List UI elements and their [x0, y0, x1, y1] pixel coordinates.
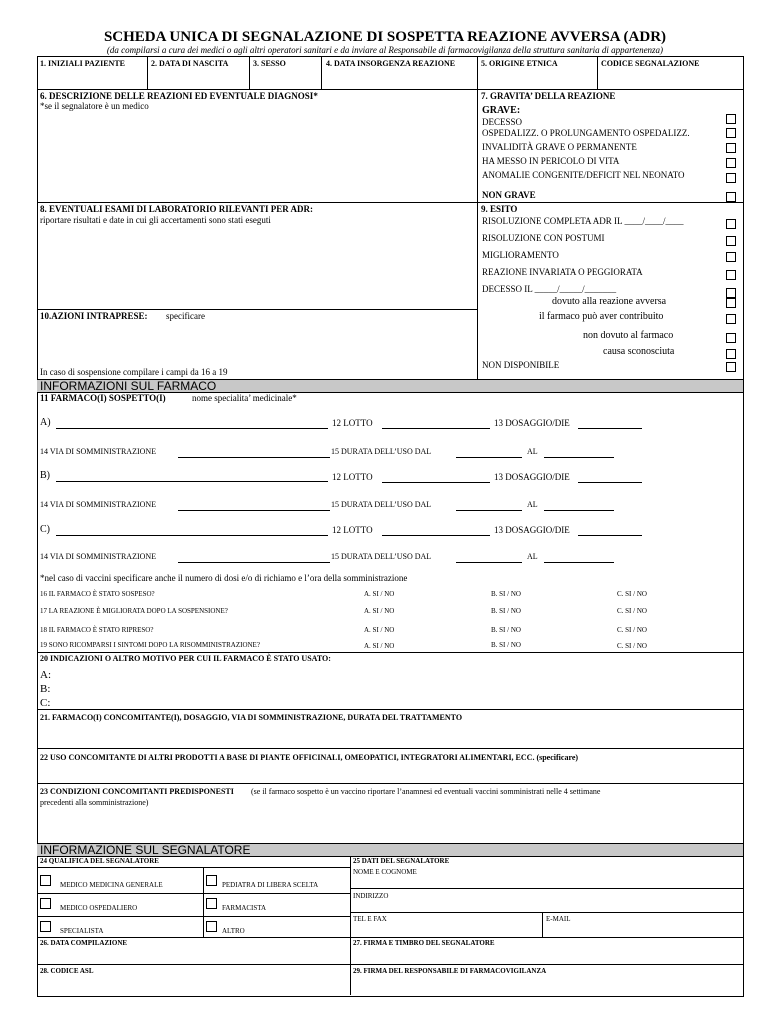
s20-title: 20 INDICAZIONI O ALTRO MOTIVO PER CUI IL FARMACO È STATO USATO:: [40, 654, 331, 663]
s10-title: 10.AZIONI INTRAPRESE:: [40, 311, 148, 321]
q18-ans-c[interactable]: C. SI / NO: [617, 626, 647, 634]
label-pediatra: PEDIATRA DI LIBERA SCELTA: [222, 881, 319, 889]
lotto-label-a: 12 LOTTO: [332, 418, 373, 428]
band-segnalatore-label: INFORMAZIONE SUL SEGNALATORE: [40, 843, 251, 857]
drug-name-line-a[interactable]: [56, 428, 328, 429]
s9-checkbox-invariata[interactable]: [726, 270, 736, 280]
s9-checkbox-contribuito[interactable]: [726, 314, 736, 324]
s9-item-decesso: DECESSO IL _____/_____/_______: [482, 284, 617, 294]
s20-letter-a: A:: [40, 669, 51, 681]
form-title: SCHEDA UNICA DI SEGNALAZIONE DI SOSPETTA REAZIONE AVVERSA (ADR): [103, 29, 667, 45]
q18-ans-a[interactable]: A. SI / NO: [364, 626, 395, 634]
s20-letter-c: C:: [40, 697, 51, 709]
drug-letter-b: B): [40, 470, 50, 481]
lotto-line-b[interactable]: [382, 482, 490, 483]
field-sesso: 3. SESSO: [253, 59, 286, 68]
s9-item-invariata: REAZIONE INVARIATA O PEGGIORATA: [482, 267, 643, 277]
via-line-a[interactable]: [178, 457, 330, 458]
s28-title: 28. CODICE ASL: [40, 967, 94, 975]
q16-ans-a[interactable]: A. SI / NO: [364, 590, 395, 598]
vaccini-note: *nel caso di vaccini specificare anche il numero di dosi e/o di richiamo e l’ora della somministrazione: [40, 573, 408, 583]
s7-item-ospedalizz: OSPEDALIZZ. O PROLUNGAMENTO OSPEDALIZZ.: [482, 128, 690, 138]
s7-checkbox-invalidita[interactable]: [726, 143, 736, 153]
al-label-b: AL: [527, 500, 538, 509]
drug-letter-a: A): [40, 417, 51, 428]
s10-specificare: specificare: [166, 311, 205, 321]
s8-title: 8. EVENTUALI ESAMI DI LABORATORIO RILEVANTI PER ADR:: [40, 204, 314, 214]
s7-checkbox-pericolo[interactable]: [726, 158, 736, 168]
label-farmacista: FARMACISTA: [222, 904, 267, 912]
al-line-b[interactable]: [544, 510, 614, 511]
q17-ans-c[interactable]: C. SI / NO: [617, 607, 647, 615]
s6-title: 6. DESCRIZIONE DELLE REAZIONI ED EVENTUALE DIAGNOSI*: [40, 91, 318, 101]
durata-line-a[interactable]: [456, 457, 522, 458]
s7-item-decesso: DECESSO: [482, 117, 523, 127]
s9-sub-dovuto: dovuto alla reazione avversa: [552, 296, 667, 307]
checkbox-medico-medicina-generale[interactable]: [40, 875, 51, 886]
lotto-label-c: 12 LOTTO: [332, 525, 373, 535]
via-label-a: 14 VIA DI SOMMINISTRAZIONE: [40, 447, 157, 456]
via-label-c: 14 VIA DI SOMMINISTRAZIONE: [40, 552, 157, 561]
s7-checkbox-decesso[interactable]: [726, 114, 736, 124]
s11-subtitle: nome specialita’ medicinale*: [192, 393, 297, 403]
s21-title: 21. FARMACO(I) CONCOMITANTE(I), DOSAGGIO, VIA DI SOMMINISTRAZIONE, DURATA DEL TRATTAMENTO: [40, 713, 463, 722]
al-label-a: AL: [527, 447, 538, 456]
s25-indirizzo: INDIRIZZO: [353, 892, 389, 900]
q17-label: 17 LA REAZIONE È MIGLIORATA DOPO LA SOSPENSIONE?: [40, 607, 228, 615]
lotto-line-a[interactable]: [382, 428, 490, 429]
al-label-c: AL: [527, 552, 538, 561]
s9-sub-non-dovuto: non dovuto al farmaco: [583, 330, 674, 341]
q16-ans-c[interactable]: C. SI / NO: [617, 590, 647, 598]
s7-title: 7. GRAVITA’ DELLA REAZIONE: [481, 91, 616, 101]
s9-checkbox-miglioramento[interactable]: [726, 252, 736, 262]
durata-line-b[interactable]: [456, 510, 522, 511]
q19-label: 19 SONO RICOMPARSI I SINTOMI DOPO LA RISOMMINISTRAZIONE?: [40, 641, 260, 649]
s9-checkbox-decesso[interactable]: [726, 288, 736, 298]
s9-checkbox-sconosciuta[interactable]: [726, 349, 736, 359]
dosaggio-label-c: 13 DOSAGGIO/DIE: [494, 525, 570, 535]
durata-label-c: 15 DURATA DELL’USO DAL: [331, 552, 432, 561]
form-subtitle: (da compilarsi a cura dei medici o agli altri operatori sanitari e da inviare al Responsabile di farmacovigilanza della struttura sanitaria di appartenenza): [106, 45, 664, 55]
s22-title: 22 USO CONCOMITANTE DI ALTRI PRODOTTI A BASE DI PIANTE OFFICINALI, OMEOPATICI, INTEGRATORI ALIMENTARI, ECC. (specificare): [40, 753, 579, 762]
dosaggio-label-b: 13 DOSAGGIO/DIE: [494, 472, 570, 482]
s25-tel: TEL E FAX: [353, 915, 387, 923]
s9-sub-sconosciuta: causa sconosciuta: [603, 346, 675, 357]
q17-ans-a[interactable]: A. SI / NO: [364, 607, 395, 615]
s6-note: *se il segnalatore è un medico: [40, 101, 149, 111]
s23-text-2: precedenti alla somministrazione): [40, 798, 149, 807]
s23-title: 23 CONDIZIONI CONCOMITANTI PREDISPONESTI: [40, 787, 234, 796]
durata-label-b: 15 DURATA DELL’USO DAL: [331, 500, 432, 509]
label-specialista: SPECIALISTA: [60, 927, 104, 935]
s9-checkbox-dovuto[interactable]: [726, 298, 736, 308]
checkbox-pediatra[interactable]: [206, 875, 217, 886]
s9-item-miglioramento: MIGLIORAMENTO: [482, 250, 559, 260]
s24-title: 24 QUALIFICA DEL SEGNALATORE: [40, 857, 159, 865]
s26-title: 26. DATA COMPILAZIONE: [40, 939, 128, 947]
dosaggio-line-c[interactable]: [578, 535, 642, 536]
q18-label: 18 IL FARMACO È STATO RIPRESO?: [40, 626, 154, 634]
durata-line-c[interactable]: [456, 562, 522, 563]
s25-nome: NOME E COGNOME: [353, 868, 417, 876]
via-line-b[interactable]: [178, 510, 330, 511]
s7-item-invalidita: INVALIDITÀ GRAVE O PERMANENTE: [482, 142, 637, 152]
q16-label: 16 IL FARMACO È STATO SOSPESO?: [40, 590, 155, 598]
q19-ans-b[interactable]: B. SI / NO: [491, 641, 521, 649]
field-data-insorgenza: 4. DATA INSORGENZA REAZIONE: [326, 59, 456, 68]
s8-note: riportare risultati e date in cui gli accertamenti sono stati eseguti: [40, 215, 271, 225]
lotto-line-c[interactable]: [382, 535, 490, 536]
lotto-label-b: 12 LOTTO: [332, 472, 373, 482]
q18-ans-b[interactable]: B. SI / NO: [491, 626, 521, 634]
label-altro: ALTRO: [222, 927, 245, 935]
dosaggio-line-b[interactable]: [578, 482, 642, 483]
band-farmaco-label: INFORMAZIONI SUL FARMACO: [40, 379, 217, 393]
s7-item-anomalie: ANOMALIE CONGENITE/DEFICIT NEL NEONATO: [482, 170, 685, 180]
checkbox-medico-ospedaliero[interactable]: [40, 898, 51, 909]
q19-ans-c[interactable]: C. SI / NO: [617, 642, 647, 650]
drug-name-line-c[interactable]: [56, 535, 328, 536]
al-line-c[interactable]: [544, 562, 614, 563]
dosaggio-line-a[interactable]: [578, 428, 642, 429]
via-label-b: 14 VIA DI SOMMINISTRAZIONE: [40, 500, 157, 509]
s11-title: 11 FARMACO(I) SOSPETTO(I): [40, 393, 166, 403]
field-data-nascita: 2. DATA DI NASCITA: [151, 59, 229, 68]
s9-sub-contribuito: il farmaco può aver contribuito: [539, 311, 664, 322]
drug-name-line-b[interactable]: [56, 481, 328, 482]
q17-ans-b[interactable]: B. SI / NO: [491, 607, 521, 615]
s10-note: In caso di sospensione compilare i campi da 16 a 19: [40, 367, 228, 377]
field-origine-etnica: 5. ORIGINE ETNICA: [481, 59, 558, 68]
s29-title: 29. FIRMA DEL RESPONSABILE DI FARMACOVIGILANZA: [353, 967, 547, 975]
label-medico-medicina-generale: MEDICO MEDICINA GENERALE: [60, 881, 163, 889]
s20-letter-b: B:: [40, 683, 51, 695]
checkbox-farmacista[interactable]: [206, 898, 217, 909]
s7-checkbox-anomalie[interactable]: [726, 173, 736, 183]
s7-non-grave: NON GRAVE: [482, 190, 536, 200]
s9-checkbox-postumi[interactable]: [726, 236, 736, 246]
field-iniziali: 1. INIZIALI PAZIENTE: [40, 59, 125, 68]
s7-item-pericolo: HA MESSO IN PERICOLO DI VITA: [482, 156, 620, 166]
field-codice-segnalazione: CODICE SEGNALAZIONE: [601, 59, 700, 68]
drug-letter-c: C): [40, 524, 50, 535]
s9-checkbox-risoluzione[interactable]: [726, 219, 736, 229]
s7-checkbox-ospedalizz[interactable]: [726, 128, 736, 138]
s9-checkbox-non-disponibile[interactable]: [726, 362, 736, 372]
s9-item-postumi: RISOLUZIONE CON POSTUMI: [482, 233, 605, 243]
s7-checkbox-non-grave[interactable]: [726, 192, 736, 202]
s23-text-1: (se il farmaco sospetto è un vaccino riportare l’anamnesi ed eventuali vaccini somministrati nelle 4 settimane: [251, 787, 601, 796]
durata-label-a: 15 DURATA DELL’USO DAL: [331, 447, 432, 456]
s9-non-disponibile: NON DISPONIBILE: [482, 360, 560, 370]
s25-title: 25 DATI DEL SEGNALATORE: [353, 857, 450, 865]
al-line-a[interactable]: [544, 457, 614, 458]
q19-ans-a[interactable]: A. SI / NO: [364, 642, 395, 650]
label-medico-ospedaliero: MEDICO OSPEDALIERO: [60, 904, 138, 912]
s7-grave: GRAVE:: [482, 105, 521, 116]
s9-checkbox-non-dovuto[interactable]: [726, 333, 736, 343]
s9-item-risoluzione: RISOLUZIONE COMPLETA ADR IL ____/____/____: [482, 216, 684, 226]
via-line-c[interactable]: [178, 562, 330, 563]
s25-email: E-MAIL: [546, 915, 571, 923]
checkbox-specialista[interactable]: [40, 921, 51, 932]
dosaggio-label-a: 13 DOSAGGIO/DIE: [494, 418, 570, 428]
s9-title: 9. ESITO: [481, 204, 518, 214]
s27-title: 27. FIRMA E TIMBRO DEL SEGNALATORE: [353, 939, 495, 947]
q16-ans-b[interactable]: B. SI / NO: [491, 590, 521, 598]
checkbox-altro[interactable]: [206, 921, 217, 932]
